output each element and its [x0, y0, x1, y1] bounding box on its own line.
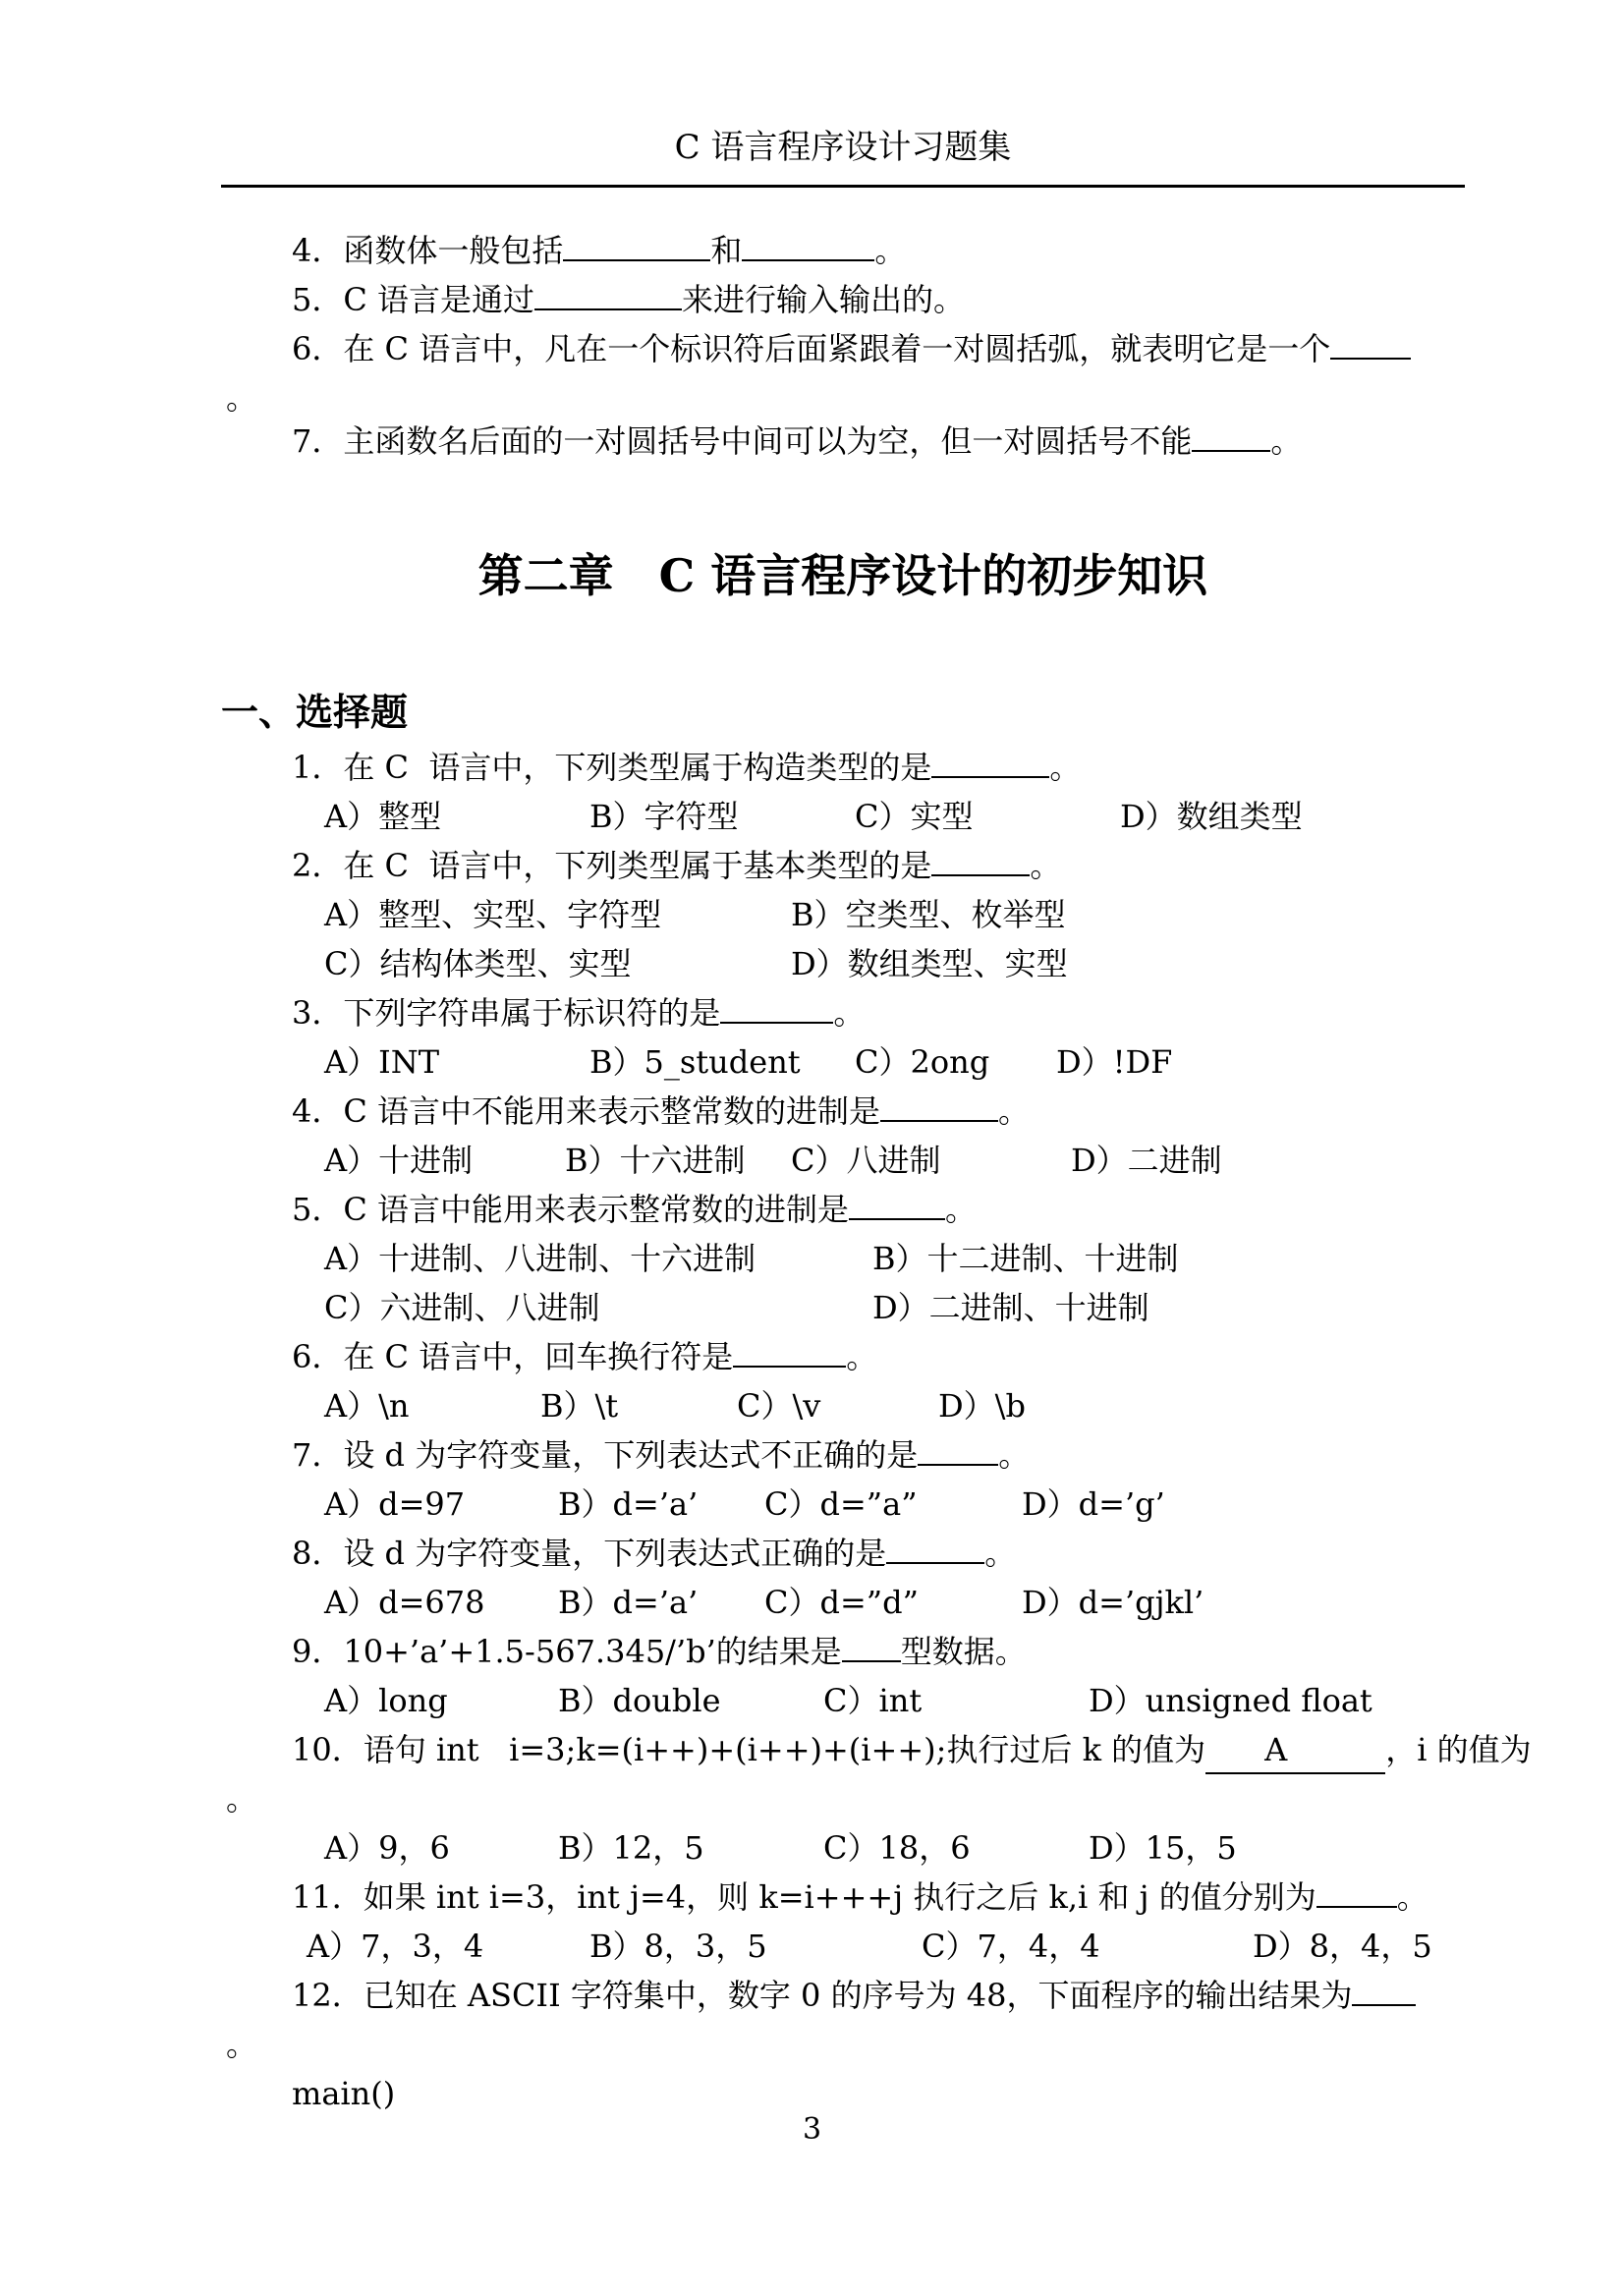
option: C）\v — [737, 1387, 821, 1425]
option: B）8，3，5 — [589, 1928, 767, 1965]
option: B）十二进制、十进制 — [872, 1240, 1179, 1277]
question-9: 9．10+’a’+1.5-567.345/’b’的结果是 型数据。 — [292, 1633, 1027, 1670]
prev-question-5: 5．C 语言是通过 来进行输入输出的。 — [292, 281, 966, 318]
chapter-title: 第二章 C 语言程序设计的初步知识 — [477, 549, 1208, 602]
option: A）整型、实型、字符型 — [324, 896, 662, 933]
option: D）unsigned float — [1089, 1682, 1372, 1719]
question-6: 6．在 C 语言中，回车换行符是 。 — [292, 1338, 878, 1375]
option: B）\t — [540, 1387, 619, 1425]
option: B）十六进制 — [565, 1142, 746, 1179]
question-10-cont: 。 — [226, 1780, 258, 1818]
question-3: 3．下列字符串属于标识符的是 。 — [292, 994, 866, 1032]
page-number: 3 — [802, 2112, 822, 2147]
option: A）d=678 — [324, 1584, 485, 1621]
option: C）d=”d” — [764, 1584, 919, 1621]
page-header: C 语言程序设计习题集 — [674, 128, 1012, 167]
option: C）六进制、八进制 — [324, 1289, 600, 1326]
option: B）字符型 — [589, 798, 739, 835]
question-1: 1．在 C 语言中，下列类型属于构造类型的是 。 — [292, 749, 1082, 786]
option: A）\n — [324, 1387, 410, 1425]
option: B）d=’a’ — [558, 1485, 699, 1523]
option: D）二进制、十进制 — [872, 1289, 1149, 1326]
option: D）!DF — [1056, 1043, 1173, 1081]
option: B）double — [558, 1682, 721, 1719]
header-rule — [221, 185, 1465, 188]
question-11: 11．如果 int i=3，int j=4，则 k=i+++j 执行之后 k,i 和 j 的值分别为 。 — [292, 1878, 1428, 1916]
option: D）8，4，5 — [1253, 1928, 1432, 1965]
question-12: 12．已知在 ASCII 字符集中，数字 0 的序号为 48，下面程序的输出结果为 — [292, 1973, 1416, 2018]
option: B）12，5 — [558, 1829, 704, 1867]
option: D）数组类型、实型 — [791, 945, 1068, 982]
question-8: 8．设 d 为字符变量，下列表达式正确的是 。 — [292, 1535, 1017, 1572]
question-5: 5．C 语言中能用来表示整常数的进制是 。 — [292, 1191, 978, 1228]
option: D）15，5 — [1089, 1829, 1237, 1867]
option: C）2ong — [855, 1043, 990, 1081]
option: A）十进制 — [324, 1142, 474, 1179]
option: C）八进制 — [791, 1142, 941, 1179]
option: C）7，4，4 — [922, 1928, 1100, 1965]
question-10: 10．语句 int i=3;k=(i++)+(i++)+(i++);执行过后 k 的值为 A ，i 的值为 — [292, 1727, 1532, 1774]
prev-question-6: 6．在 C 语言中，凡在一个标识符后面紧跟着一对圆括弧，就表明它是一个 — [292, 326, 1411, 371]
option: D）d=’gjkl’ — [1022, 1584, 1204, 1621]
option: A）十进制、八进制、十六进制 — [324, 1240, 756, 1277]
question-12-cont: 。 — [226, 2026, 258, 2063]
option: C）int — [823, 1682, 923, 1719]
option: A）INT — [324, 1043, 440, 1081]
option: C）结构体类型、实型 — [324, 945, 632, 982]
option: B）d=’a’ — [558, 1584, 699, 1621]
option: C）实型 — [855, 798, 974, 835]
prev-question-4: 4．函数体一般包括 和 。 — [292, 232, 907, 269]
question-2: 2．在 C 语言中，下列类型属于基本类型的是 。 — [292, 847, 1062, 884]
option: B）5_student — [589, 1043, 801, 1081]
option: D）二进制 — [1071, 1142, 1222, 1179]
prev-question-7: 7．主函数名后面的一对圆括号中间可以为空，但一对圆括号不能 。 — [292, 422, 1303, 460]
filled-answer: A — [1264, 1731, 1288, 1768]
option: A）整型 — [324, 798, 442, 835]
option: C）18，6 — [823, 1829, 971, 1867]
option: D）d=’g’ — [1022, 1485, 1165, 1523]
prev-question-6-cont: 。 — [226, 379, 258, 417]
option: A）9，6 — [324, 1829, 450, 1867]
code-line: main() — [292, 2075, 396, 2112]
question-7: 7．设 d 为字符变量，下列表达式不正确的是 。 — [292, 1436, 1031, 1474]
option: A）d=97 — [324, 1485, 466, 1523]
question-4: 4．C 语言中不能用来表示整常数的进制是 。 — [292, 1092, 1031, 1130]
option: A）long — [324, 1682, 448, 1719]
option: C）d=”a” — [764, 1485, 918, 1523]
option: D）\b — [938, 1387, 1026, 1425]
section-title: 一、选择题 — [221, 690, 409, 734]
option: D）数组类型 — [1120, 798, 1303, 835]
option: B）空类型、枚举型 — [791, 896, 1066, 933]
option: A）7，3，4 — [307, 1928, 484, 1965]
